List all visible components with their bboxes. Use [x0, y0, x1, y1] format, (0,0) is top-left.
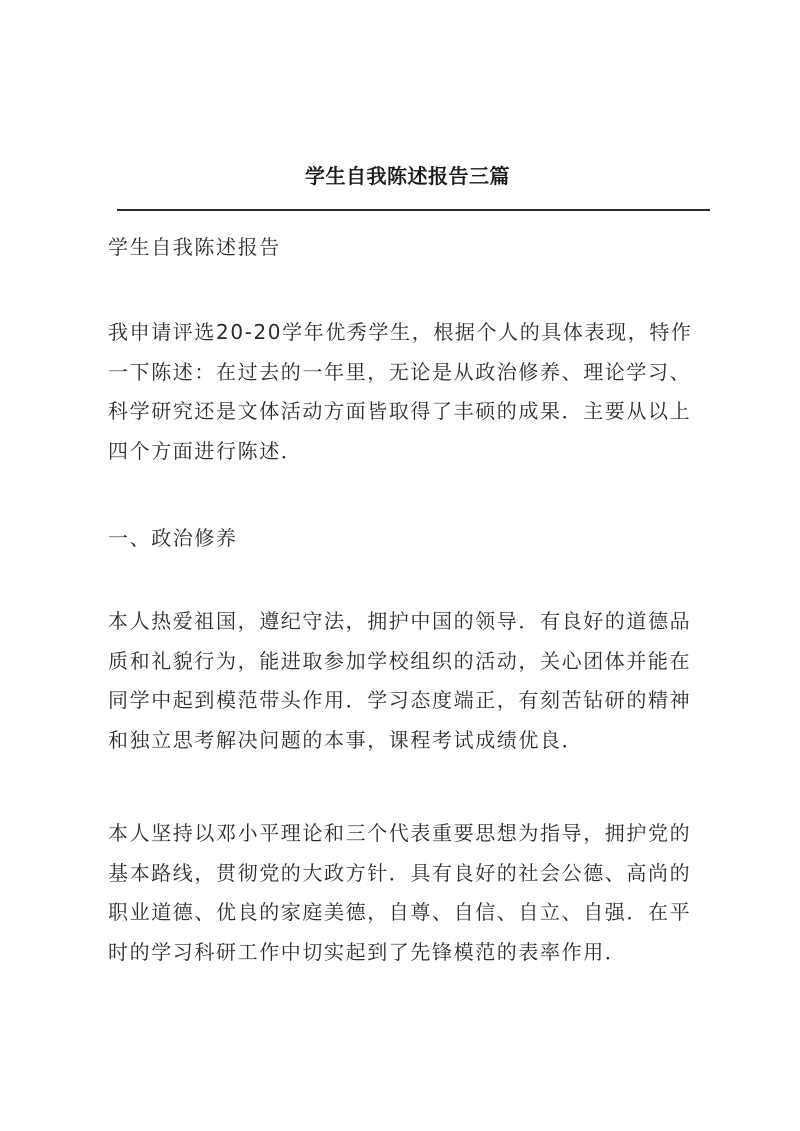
document-title: 学生自我陈述报告三篇 — [305, 164, 510, 188]
document-subtitle: 学生自我陈述报告 — [108, 235, 281, 259]
paragraph-intro: 我申请评选20-20学年优秀学生，根据个人的具体表现，特作一下陈述：在过去的一年里，无论是从政治修养、理论学习、科学研究还是文体活动方面皆取得了丰硕的成果．主要从以上四个方面进行陈述． — [108, 320, 693, 463]
paragraph-ideology: 本人坚持以邓小平理论和三个代表重要思想为指导，拥护党的基本路线，贯彻党的大政方针．具有良好的社会公德、高尚的职业道德、优良的家庭美德，自尊、自信、自立、自强．在平时的学习科研工作中切实起到了先锋模范的表率作用． — [108, 821, 692, 964]
section-heading-political: 一、政治修养 — [108, 526, 238, 550]
paragraph-conduct: 本人热爱祖国，遵纪守法，拥护中国的领导．有良好的道德品质和礼貌行为，能进取参加学校组织的活动，关心团体并能在同学中起到模范带头作用．学习态度端正，有刻苦钻研的精神和独立思考解决问题的本事，课程考试成绩优良． — [108, 609, 692, 752]
title-underline — [117, 209, 710, 211]
